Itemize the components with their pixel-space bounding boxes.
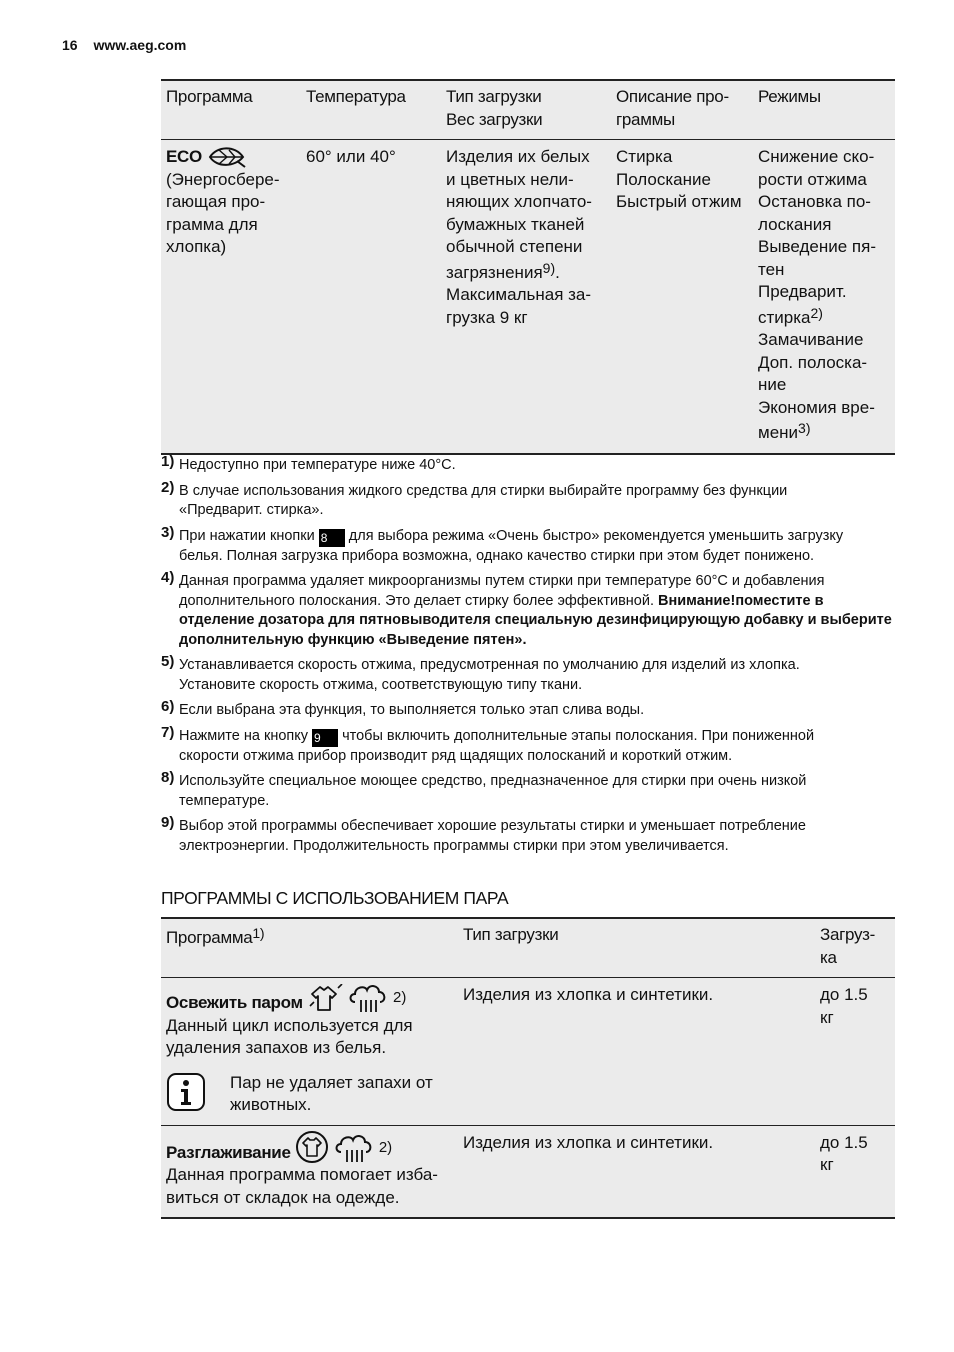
col-load: [441, 80, 611, 140]
mode-line: лоскания: [758, 214, 832, 234]
load-line: грузка 9 кг: [446, 307, 528, 327]
mode-line: Доп. полоска-: [758, 352, 868, 372]
footnote-text: [179, 527, 895, 547]
load-line: обычной степени: [446, 237, 583, 256]
mode-line: Остановка по-: [758, 192, 871, 211]
load-dirty: загрязнения: [446, 262, 543, 282]
col-modes: [753, 80, 895, 140]
footnote-ref: 3): [798, 420, 811, 436]
footnote-text-part: дополнительного полоскания. Это делает стирку более эффективной.: [179, 592, 654, 609]
cell-load-type: Изделия из хлопка и синтетики.: [458, 978, 815, 1126]
load-value: до 1.5: [820, 1132, 868, 1152]
mode-line: рости отжима: [758, 169, 867, 189]
footnote-text-part: Нажмите на кнопку: [179, 727, 308, 744]
footnote-2: [161, 478, 895, 521]
program-line: (Энергосбере-: [166, 169, 280, 189]
cell-load: [441, 140, 611, 454]
footnote-text: «Предварит. стирка».: [179, 502, 324, 518]
cell-modes: [753, 140, 895, 454]
footnote-number: 3): [161, 523, 175, 541]
load-dirty-tail: .: [555, 262, 560, 282]
program-line: хлопка): [166, 237, 227, 256]
mode-prewash: стирка: [758, 307, 811, 327]
footnote-text-part: При нажатии кнопки: [179, 527, 315, 544]
col-load-type: [458, 918, 815, 978]
footnote-text: Используйте специальное моющее средство, предназначенное для стирки при очень низкой: [179, 773, 807, 789]
footnote-ref: 2): [378, 1138, 393, 1156]
footnote-text-part: чтобы включить дополнительные этапы полоскания. При пониженной: [342, 727, 815, 744]
load-line: бумажных тканей: [446, 214, 585, 234]
col-description-label-1: Описание про-: [616, 87, 729, 106]
footnote-text: Устанавливается скорость отжима, предусмотренная по умолчанию для изделий из хлопка.: [179, 657, 800, 673]
description-line: Полоскание: [616, 169, 711, 189]
footnote-text: Установите скорость отжима, соответствующую типу ткани.: [179, 676, 583, 693]
program-title: [166, 1130, 453, 1165]
footnote-warning: отделение дозатора для пятновыводителя специальную дезинфицирующую добавку и выберите: [179, 612, 892, 628]
footnote-6: [161, 698, 895, 721]
site-url: www.aeg.com: [93, 37, 187, 53]
description-line: Стирка: [616, 147, 673, 166]
load-value: до 1.5: [820, 985, 868, 1004]
footnote-text: белья. Полная загрузка прибора возможна, однако качество стирки при этом будет понижено.: [179, 547, 815, 564]
cell-load: [815, 1125, 895, 1218]
footnote-9: [161, 814, 895, 856]
footnote-5: [161, 653, 895, 695]
table-header-row: [161, 80, 895, 140]
table-header-row: [161, 918, 895, 978]
program-line: гающая про-: [166, 192, 266, 211]
col-load-label-1: Загруз-: [820, 925, 876, 944]
info-text: [230, 1072, 433, 1117]
note-line: Пар не удаляет запахи от: [230, 1072, 433, 1092]
load-line: няющих хлопчато-: [446, 192, 592, 211]
mode-line: Выведение пя-: [758, 237, 876, 256]
footnote-number: 6): [161, 698, 175, 715]
footnote-ref: 2): [392, 989, 407, 1006]
col-load: [815, 918, 895, 978]
footnote-text: Выбор этой программы обеспечивает хорошие результаты стирки и уменьшает потребление: [179, 818, 806, 834]
mode-line: Снижение ско-: [758, 147, 875, 166]
table-row: [161, 978, 895, 1126]
footnote-number: 9): [161, 814, 175, 831]
table-row: [161, 140, 895, 454]
footnote-text: Данная программа удаляет микроорганизмы путем стирки при температуре 60°C и добавления: [179, 573, 825, 589]
footnote-ref: 9): [542, 259, 556, 276]
mode-line: ние: [758, 375, 787, 394]
footnote-text-part: для выбора режима «Очень быстро» рекомендуется уменьшить загрузку: [348, 527, 844, 544]
program-desc: удаления запахов из белья.: [166, 1038, 387, 1057]
mode-line: Экономия вре-: [758, 397, 875, 417]
table-row: [161, 1125, 895, 1218]
footnote-text: температуре.: [179, 792, 270, 809]
footnote-number: 5): [161, 653, 175, 670]
load-line: и цветных нели-: [446, 169, 574, 189]
col-description: [611, 80, 753, 140]
col-program: [161, 80, 301, 140]
load-unit: кг: [820, 1155, 834, 1174]
footnote-4: [161, 569, 895, 650]
cell-program: [161, 978, 458, 1126]
mode-line: Замачивание: [758, 330, 864, 349]
footnote-8: [161, 769, 895, 811]
info-note: [166, 1072, 453, 1117]
footnote-text: В случае использования жидкого средства для стирки выбирайте программу без функции: [179, 482, 788, 499]
footnote-warning: дополнительную функцию «Выведение пятен».: [179, 631, 527, 648]
footnote-warning: Внимание!поместите в: [658, 592, 824, 609]
col-modes-label: Режимы: [758, 87, 821, 106]
cell-description: [611, 140, 753, 454]
steam-icon: [334, 1132, 374, 1164]
col-program-label: Программа: [166, 928, 253, 947]
info-icon: [166, 1072, 206, 1112]
cell-load-type: Изделия из хлопка и синтетики.: [458, 1125, 815, 1218]
mode-line: Предварит.: [758, 282, 847, 301]
program-name: Разглаживание: [166, 1142, 291, 1162]
footnote-ref: 1): [252, 925, 265, 941]
load-line: Изделия их белых: [446, 147, 590, 166]
mode-line: [758, 422, 890, 445]
footnote-7: [161, 723, 895, 767]
program-desc: Данная программа помогает изба-: [166, 1165, 438, 1184]
program-title: [166, 982, 453, 1015]
refresh-shirt-icon: [308, 984, 344, 1014]
note-line: животных.: [230, 1095, 312, 1114]
mode-line: тен: [758, 259, 785, 279]
col-temperature: [301, 80, 441, 140]
footnote-number: 8): [161, 769, 175, 786]
page-header: [62, 37, 186, 53]
section-title: ПРОГРАММЫ С ИСПОЛЬЗОВАНИЕМ ПАРА: [161, 888, 509, 908]
footnote-number: 4): [161, 569, 175, 586]
eco-label: ECO: [166, 147, 202, 166]
steam-icon: [348, 982, 388, 1014]
col-temperature-label: Температура: [306, 87, 406, 106]
footnote-ref: 2): [810, 304, 823, 321]
col-load-type-label: Тип загрузки: [446, 87, 542, 106]
load-unit: кг: [820, 1007, 834, 1027]
program-desc: виться от складок на одежде.: [166, 1187, 400, 1207]
cell-load: [815, 978, 895, 1126]
footnote-1: [161, 453, 895, 476]
col-program: [161, 918, 458, 978]
load-line: Максимальная за-: [446, 285, 592, 304]
cell-program: [161, 1125, 458, 1218]
program-name: Освежить паром: [166, 993, 303, 1012]
footnote-3: [161, 523, 895, 567]
description-line: Быстрый отжим: [616, 192, 742, 211]
footnote-text: [179, 727, 895, 747]
footnote-number: 1): [161, 453, 175, 470]
page-number: 16: [62, 37, 78, 53]
col-load-type-label: Тип загрузки: [463, 925, 559, 944]
footnote-text: скорости отжима прибор производит ряд щадящих полосканий и короткий отжим.: [179, 747, 733, 764]
col-description-label-2: граммы: [616, 109, 675, 129]
footnote-text: [179, 592, 895, 612]
program-line: грамма для: [166, 214, 258, 234]
cell-temperature: 60° или 40°: [301, 140, 441, 454]
footnote-text: Если выбрана эта функция, то выполняется только этап слива воды.: [179, 702, 645, 718]
footnote-number: 7): [161, 723, 175, 741]
mode-line: [758, 304, 890, 330]
steam-program-table: [161, 917, 895, 1219]
mode-time: мени: [758, 423, 799, 442]
iron-shirt-icon: [295, 1130, 329, 1164]
footnote-text: Недоступно при температуре ниже 40°C.: [179, 457, 456, 473]
footnote-number: 2): [161, 478, 175, 496]
program-desc: Данный цикл используется для: [166, 1015, 413, 1035]
load-line: [446, 259, 606, 285]
button-9-key: 9: [312, 729, 338, 747]
eco-title: [166, 146, 296, 169]
footnotes: [161, 453, 895, 862]
eco-leaf-icon: [207, 146, 247, 168]
cell-program: [161, 140, 301, 454]
footnote-text: электроэнергии. Продолжительность программы стирки при этом увеличивается.: [179, 837, 729, 854]
col-program-label: Программа: [166, 87, 253, 106]
col-load-label-2: ка: [820, 947, 837, 967]
eco-program-table: [161, 79, 895, 455]
col-load-weight-label: Вес загрузки: [446, 109, 543, 129]
button-8-key: 8: [319, 529, 345, 547]
